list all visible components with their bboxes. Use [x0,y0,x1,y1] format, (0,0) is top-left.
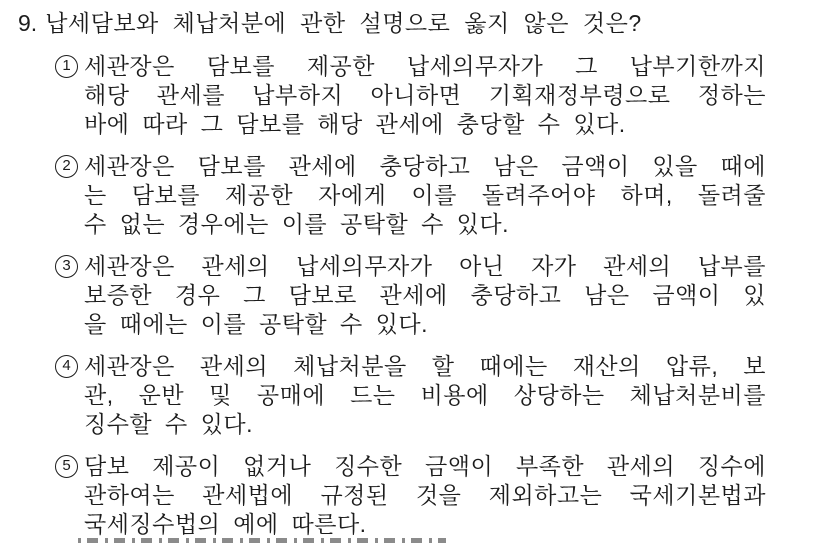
option-1 [55,52,766,139]
option-5-text [84,452,766,539]
option-5-line-3: 국세징수법의 예에 따른다. [84,511,367,537]
option-4-circled-number: 4 [55,355,78,378]
option-4-line-2: 관, 운반 및 공매에 드는 비용에 상당하는 체납처분비를 [84,382,766,408]
option-5-circled-number: 5 [55,455,78,478]
option-2 [55,152,766,239]
option-5-line-2: 관하여는 관세법에 규정된 것을 제외하고는 국세기본법과 [84,482,766,508]
option-2-line-3: 수 없는 경우에는 이를 공탁할 수 있다. [84,211,510,237]
question-title-row [18,9,766,38]
option-5-line-1: 담보 제공이 없거나 징수한 금액이 부족한 관세의 징수에 [84,453,766,479]
option-4-line-1: 세관장은 관세의 체납처분을 할 때에는 재산의 압류, 보 [84,353,766,379]
option-3 [55,252,766,339]
option-4-line-3: 징수할 수 있다. [84,411,253,437]
option-4 [55,352,766,439]
option-4-text [84,352,766,439]
option-2-line-2: 는 담보를 제공한 자에게 이를 돌려주어야 하며, 돌려줄 [84,182,766,208]
option-3-line-1: 세관장은 관세의 납세의무자가 아닌 자가 관세의 납부를 [84,253,766,279]
clipped-next-line-fragment [78,538,446,543]
option-3-text [84,252,766,339]
option-5 [55,452,766,539]
option-1-text [84,52,766,139]
option-1-line-3: 바에 따라 그 담보를 해당 관세에 충당할 수 있다. [84,111,626,137]
option-1-line-2: 해당 관세를 납부하지 아니하면 기획재정부령으로 정하는 [84,82,766,108]
question-number: 9. [18,10,38,36]
option-3-line-3: 을 때에는 이를 공탁할 수 있다. [84,311,428,337]
option-1-line-1: 세관장은 담보를 제공한 납세의무자가 그 납부기한까지 [84,53,766,79]
option-1-circled-number: 1 [55,55,78,78]
option-2-line-1: 세관장은 담보를 관세에 충당하고 남은 금액이 있을 때에 [84,153,766,179]
option-2-text [84,152,766,239]
option-3-line-2: 보증한 경우 그 담보로 관세에 충당하고 남은 금액이 있 [84,282,766,308]
option-3-circled-number: 3 [55,255,78,278]
option-2-circled-number: 2 [55,155,78,178]
question-title: 납세담보와 체납처분에 관한 설명으로 옳지 않은 것은? [45,10,642,36]
